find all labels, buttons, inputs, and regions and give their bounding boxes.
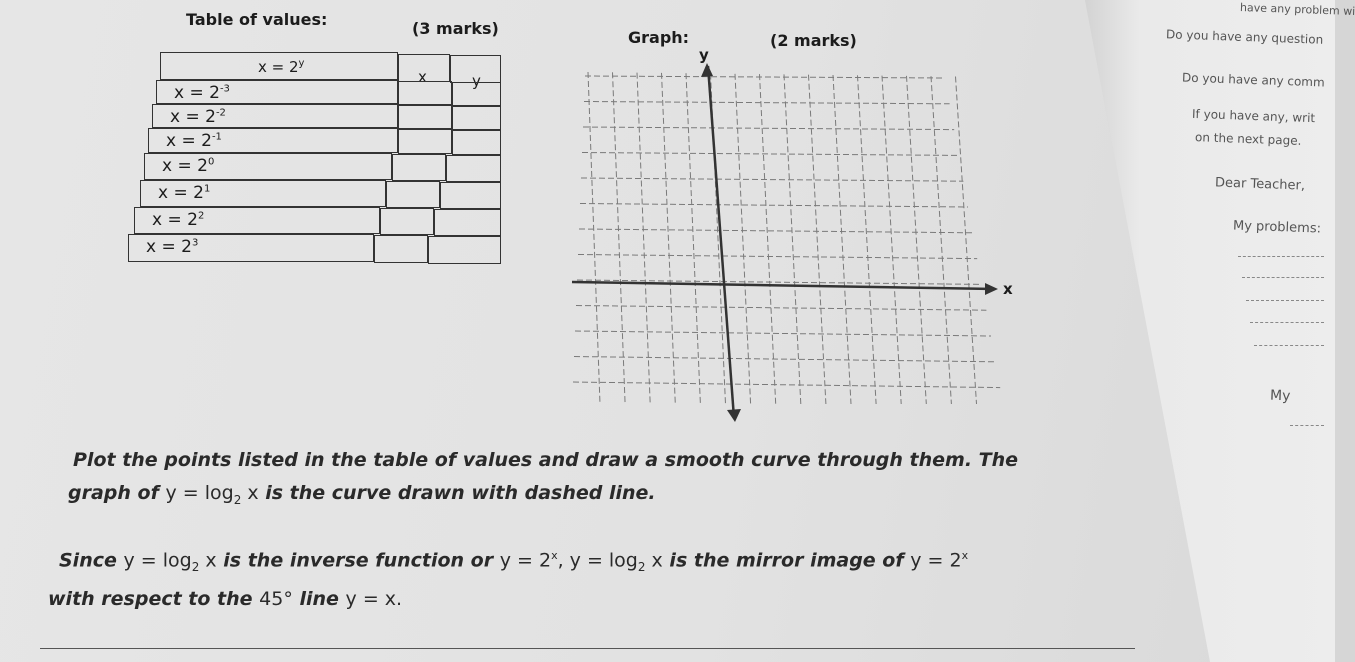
grid-line-vertical: [637, 73, 650, 404]
grid-line-horizontal: [575, 331, 991, 336]
table-row-eq: $x = 2^3$: [146, 237, 199, 257]
grid-line-horizontal: [574, 357, 996, 362]
table-header-x: x: [418, 68, 427, 86]
right-page-top-text: have any problem wi: [1239, 0, 1355, 19]
y-axis-label: y: [699, 46, 709, 64]
right-page-question-2: Do you have any comm: [1181, 70, 1325, 90]
graph-title: Graph:: [628, 28, 690, 47]
grid-line-vertical: [760, 74, 776, 404]
grid-line-horizontal: [579, 229, 973, 233]
blank-line: [1250, 322, 1324, 323]
grid-line-vertical: [907, 76, 927, 404]
table-header-y: y: [472, 72, 481, 90]
table-row-eq: $x = 2^{-1}$: [166, 131, 222, 151]
grid-line-vertical: [809, 75, 826, 404]
grid-line-vertical: [662, 73, 676, 404]
grid-line-horizontal: [573, 382, 1000, 388]
grid-line-vertical: [613, 72, 626, 404]
grid-line-vertical: [956, 77, 977, 405]
right-page-line-2: on the next page.: [1194, 130, 1302, 148]
grid-line-vertical: [882, 76, 901, 404]
right-page-line-1: If you have any, writ: [1191, 106, 1316, 126]
instruction-line-2: graph of $y = \log_2 x$ is the curve drawn with dashed line.: [68, 482, 656, 507]
grid-line-vertical: [735, 74, 751, 404]
table-row-eq: $x = 2^{-2}$: [170, 107, 226, 127]
grid-line-vertical: [858, 75, 877, 404]
blank-line: [1290, 425, 1324, 426]
table-row-eq: $x = 2^0$: [162, 156, 215, 176]
x-axis-arrow: [985, 283, 998, 295]
x-axis: [572, 282, 995, 289]
grid-line-horizontal: [585, 76, 945, 78]
grid-line-horizontal: [584, 102, 950, 104]
table-row-eq: $x = 2^{-3}$: [174, 83, 230, 103]
x-axis-label: x: [1003, 280, 1013, 298]
graph-grid: [573, 72, 1000, 404]
grid-line-vertical: [784, 74, 801, 404]
grid-line-vertical: [833, 75, 851, 404]
instruction-line-1: Plot the points listed in the table of values and draw a smooth curve through them. The: [73, 449, 1019, 471]
grid-line-horizontal: [582, 153, 959, 156]
blank-line: [1238, 256, 1324, 257]
grid-line-horizontal: [583, 127, 954, 130]
y-axis: [708, 66, 734, 418]
dear-teacher: Dear Teacher,: [1214, 175, 1306, 194]
table-row-eq: $x = 2^2$: [152, 210, 205, 230]
grid-line-horizontal: [576, 306, 986, 311]
my-problems: My problems:: [1232, 218, 1322, 237]
right-page-question-1: Do you have any question: [1165, 27, 1324, 47]
grid-line-horizontal: [581, 178, 963, 181]
table-marks: (3 marks): [412, 19, 499, 38]
grid-line-vertical: [686, 73, 700, 404]
grid-line-vertical: [588, 72, 600, 404]
explanation-line-2: with respect to the 45° line y = x.: [48, 588, 403, 610]
blank-line: [1242, 277, 1324, 278]
blank-line: [1246, 300, 1324, 301]
y-axis-arrow-down: [727, 409, 741, 422]
y-axis-arrow-up: [701, 63, 713, 77]
table-row-eq: $x = 2^1$: [158, 183, 211, 203]
table-header-eq: $x = 2^y$: [258, 58, 305, 76]
grid-line-horizontal: [580, 204, 968, 208]
explanation-line-1: Since $y = \log_2 x$ is the inverse function or $y = 2^x$, $y = \log_2 x$ is the mirror image of $y = 2^x$: [59, 549, 969, 575]
blank-line: [1254, 345, 1324, 346]
table-of-values-title: Table of values:: [186, 10, 328, 29]
grid-line-vertical: [931, 76, 951, 404]
answer-line: [40, 648, 1135, 649]
graph-marks: (2 marks): [770, 31, 857, 50]
right-page-my: My: [1269, 387, 1291, 405]
